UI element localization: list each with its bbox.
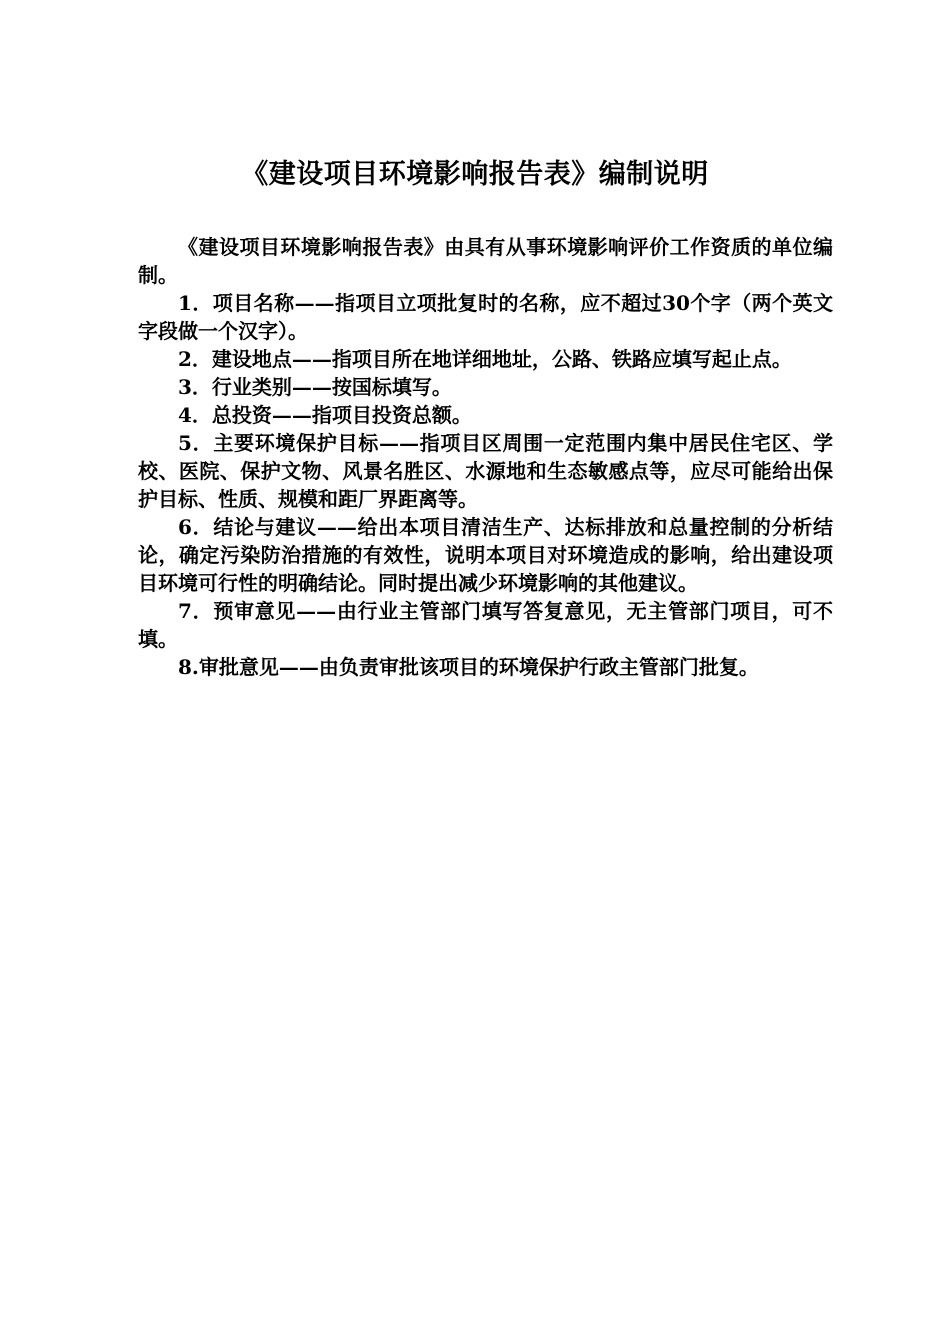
item-preliminary-review: 7．预审意见——由行业主管部门填写答复意见，无主管部门项目，可不填。 <box>138 599 833 651</box>
document-title: 《建设项目环境影响报告表》编制说明 <box>241 159 709 190</box>
item-construction-site: 2．建设地点——指项目所在地详细地址，公路、铁路应填写起止点。 <box>178 347 792 371</box>
item-protection-targets: 5．主要环境保护目标——指项目区周围一定范围内集中居民住宅区、学校、医院、保护文物、风景名胜区、水源地和生态敏感点等，应尽可能给出保护目标、性质、规模和距厂界距离等。 <box>138 431 833 511</box>
item-project-name: 1．项目名称——指项目立项批复时的名称，应不超过30个字（两个英文字段做一个汉字）。 <box>138 291 833 343</box>
item-industry-category: 3．行业类别——按国标填写。 <box>178 375 452 399</box>
intro-paragraph: 《建设项目环境影响报告表》由具有从事环境影响评价工作资质的单位编制。 <box>138 235 833 287</box>
item-approval-opinion: 8.审批意见——由负责审批该项目的环境保护行政主管部门批复。 <box>178 655 759 679</box>
document-body <box>138 233 833 681</box>
item-conclusions: 6．结论与建议——给出本项目清洁生产、达标排放和总量控制的分析结论，确定污染防治措施的有效性，说明本项目对环境造成的影响，给出建设项目环境可行性的明确结论。同时提出减少环境影响的其他建议。 <box>138 515 833 595</box>
item-total-investment: 4．总投资——指项目投资总额。 <box>178 403 472 427</box>
